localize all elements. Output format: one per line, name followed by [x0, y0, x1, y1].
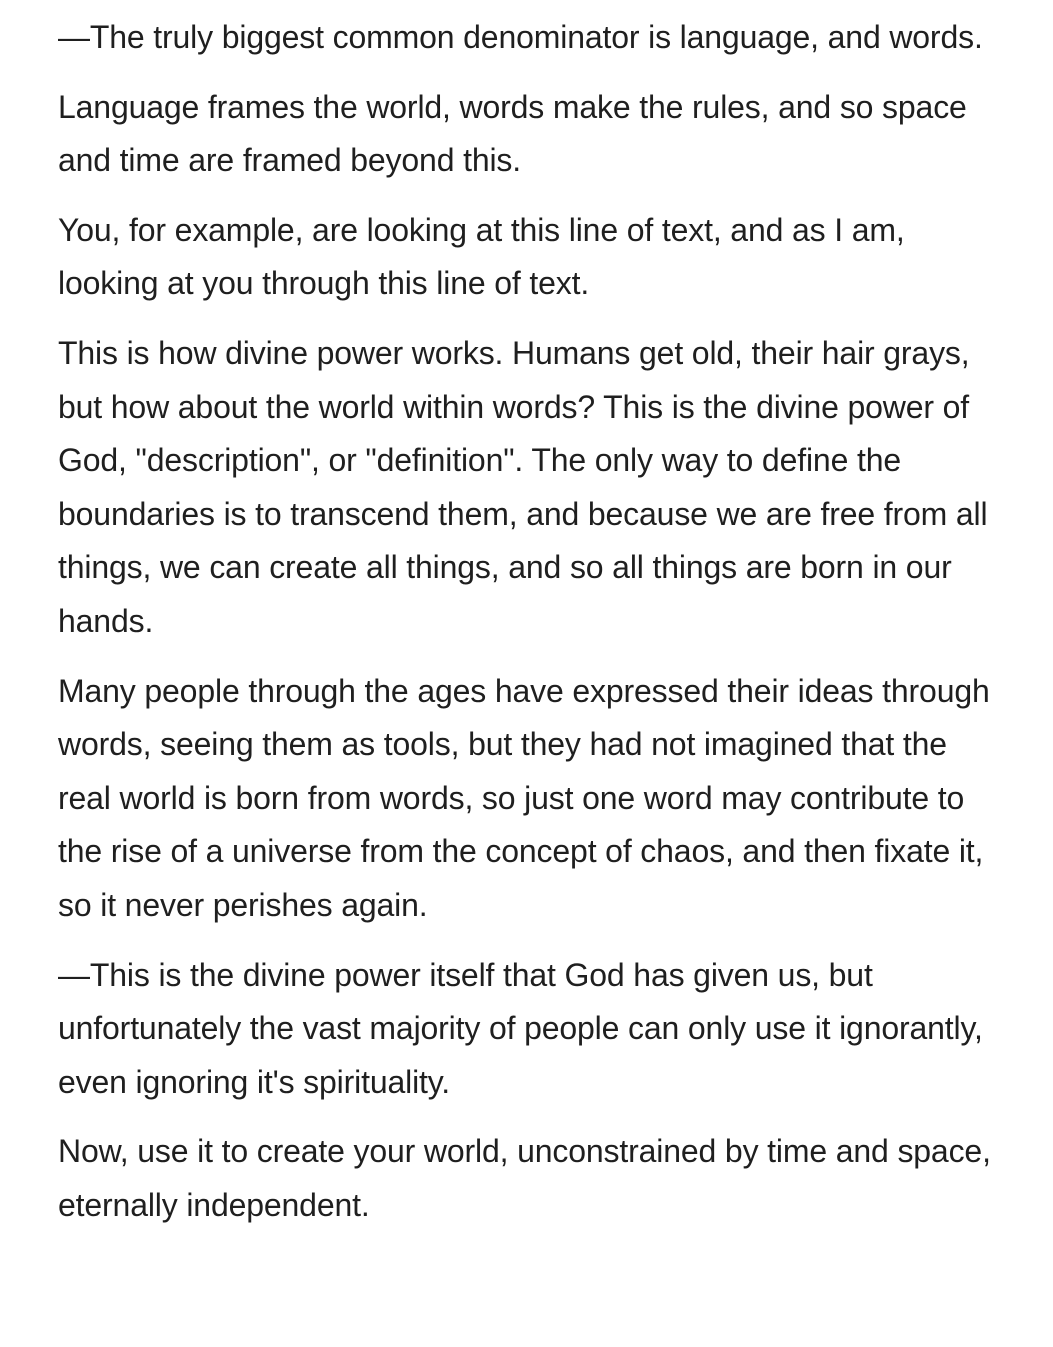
paragraph-1: —The truly biggest common denominator is language, and words.	[58, 19, 983, 55]
paragraph-7: Now, use it to create your world, unconstrained by time and space, eternally independent.	[58, 1133, 991, 1223]
paragraph-6: —This is the divine power itself that God has given us, but unfortunately the vast majority of people can only use it ignorantly, even ignoring it's spirituality.	[58, 956, 983, 1100]
paragraph-4: This is how divine power works. Humans get old, their hair grays, but how about the world within words? This is the divine power of God, "description", or "definition". The only way to define the boundaries is to transcend them, and because we are free from all things, we can create all things, and so all things are born in our hands.	[58, 334, 988, 639]
paragraph-3: You, for example, are looking at this line of text, and as I am, looking at you through this line of text.	[58, 211, 905, 302]
paragraph-5: Many people through the ages have expressed their ideas through words, seeing them as tools, but they had not imagined that the real world is born from words, so just one word may contribute to the rise of a universe from the concept of chaos, and then fixate it, so it never perishes again.	[58, 672, 990, 923]
paragraph-2: Language frames the world, words make the rules, and so space and time are framed beyond this.	[58, 88, 967, 179]
